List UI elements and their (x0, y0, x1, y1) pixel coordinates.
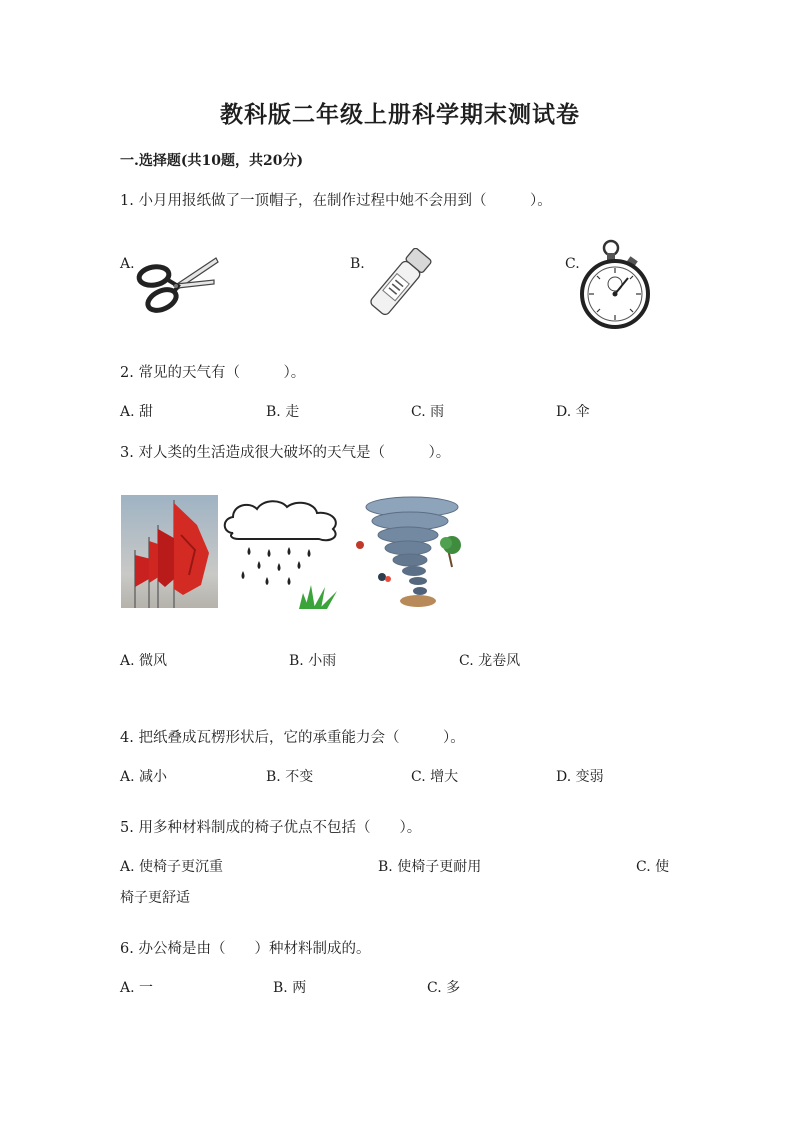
question-3-option-a[interactable]: A. 微风 (120, 653, 168, 669)
question-5-option-b[interactable]: B. 使椅子更耐用 (378, 859, 482, 875)
question-4-option-d[interactable]: D. 变弱 (556, 769, 604, 785)
question-4-option-a[interactable]: A. 减小 (120, 769, 168, 785)
question-3-option-c[interactable]: C. 龙卷风 (459, 653, 521, 669)
question-6-option-b[interactable]: B. 两 (273, 980, 307, 996)
glue-stick-icon (362, 248, 438, 320)
scissors-icon (134, 252, 220, 320)
tornado-icon (352, 493, 470, 609)
question-5-option-c[interactable]: C. 使 (636, 859, 670, 875)
page-title: 教科版二年级上册科学期末测试卷 (220, 101, 580, 128)
question-2-option-b[interactable]: B. 走 (266, 404, 300, 420)
question-1-stem: 1. 小月用报纸做了一顶帽子，在制作过程中她不会用到（ ）。 (120, 193, 552, 209)
section-heading: 一.选择题(共10题，共20分) (120, 153, 304, 169)
question-2-option-c[interactable]: C. 雨 (411, 404, 445, 420)
question-2-stem: 2. 常见的天气有（ ）。 (120, 365, 306, 381)
rain-cloud-icon (219, 497, 351, 609)
question-1-option-a[interactable]: A. (120, 256, 135, 272)
question-1-option-c[interactable]: C. (565, 256, 580, 272)
question-4-stem: 4. 把纸叠成瓦楞形状后，它的承重能力会（ ）。 (120, 730, 465, 746)
question-5-option-a[interactable]: A. 使椅子更沉重 (120, 859, 224, 875)
question-5-option-c-continued: 椅子更舒适 (120, 890, 190, 906)
question-3-option-b[interactable]: B. 小雨 (289, 653, 337, 669)
stopwatch-icon (578, 238, 660, 330)
question-1-option-b[interactable]: B. (350, 256, 365, 272)
question-3-stem: 3. 对人类的生活造成很大破坏的天气是（ ）。 (120, 445, 451, 461)
question-4-option-c[interactable]: C. 增大 (411, 769, 459, 785)
question-4-option-b[interactable]: B. 不变 (266, 769, 314, 785)
question-2-option-d[interactable]: D. 伞 (556, 404, 590, 420)
question-5-stem: 5. 用多种材料制成的椅子优点不包括（ ）。 (120, 820, 422, 836)
red-flags-photo (121, 495, 218, 608)
question-6-option-c[interactable]: C. 多 (427, 980, 461, 996)
question-6-option-a[interactable]: A. 一 (120, 980, 154, 996)
question-2-option-a[interactable]: A. 甜 (120, 404, 154, 420)
question-6-stem: 6. 办公椅是由（ ）种材料制成的。 (120, 941, 371, 957)
